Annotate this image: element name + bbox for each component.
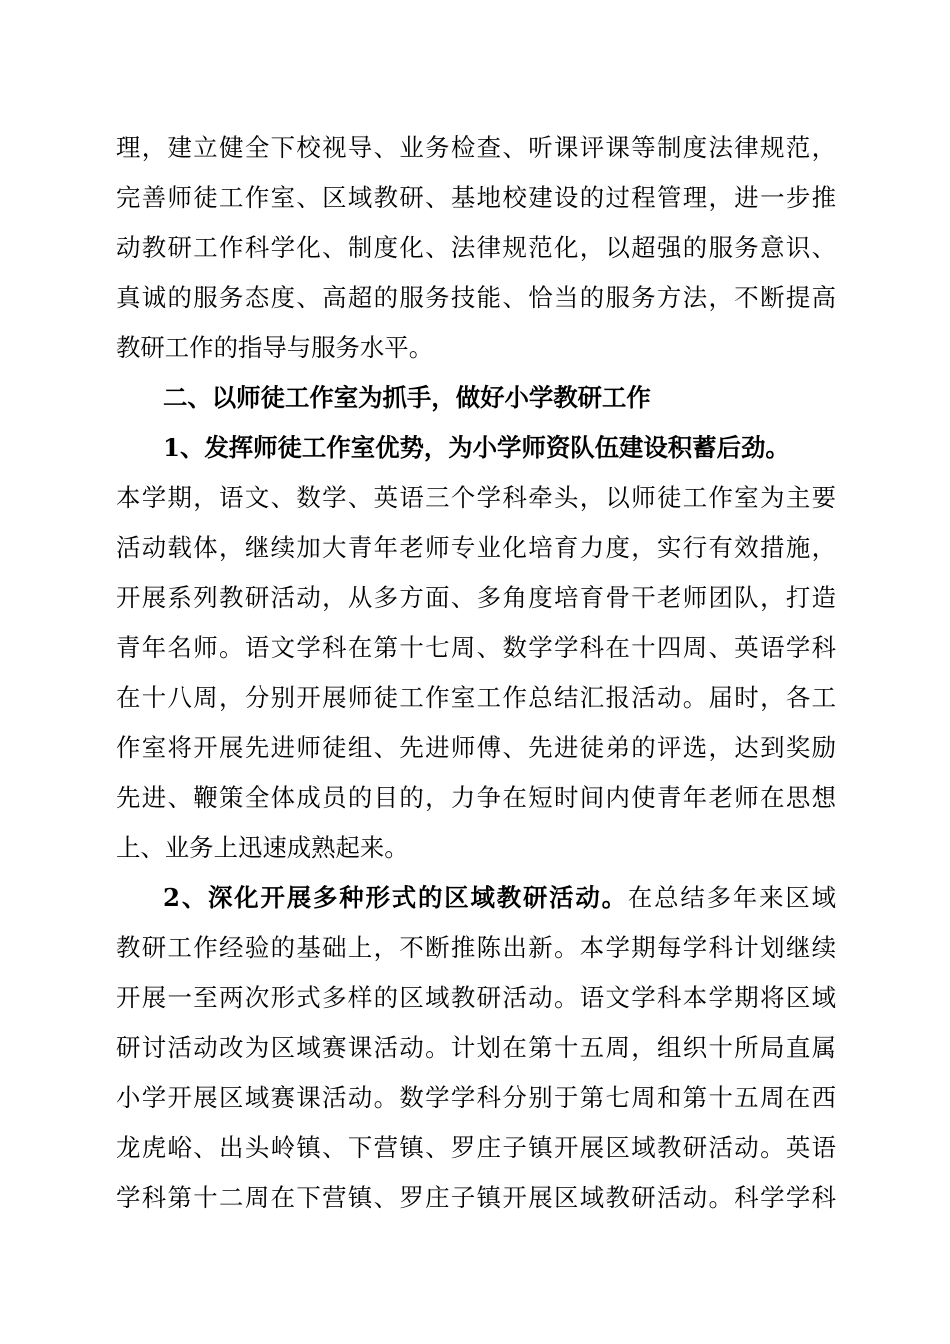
paragraph-line: 学科第十二周在下营镇、罗庄子镇开展区域教研活动。科学学科: [116, 1183, 836, 1212]
paragraph-line: 研讨活动改为区域赛课活动。计划在第十五周，组织十所局直属: [116, 1033, 836, 1062]
paragraph-line: 开展一至两次形式多样的区域教研活动。语文学科本学期将区域: [116, 983, 836, 1012]
paragraph-line: 教研工作经验的基础上，不断推陈出新。本学期每学科计划继续: [116, 933, 836, 962]
subsection-heading: 1、发挥师徒工作室优势，为小学师资队伍建设积蓄后劲。: [163, 433, 790, 462]
paragraph-line: 上、业务上迅速成熟起来。: [116, 833, 409, 862]
subsection-heading-inline: 2、深化开展多种形式的区域教研活动。: [163, 883, 628, 912]
paragraph-line: 理，建立健全下校视导、业务检查、听课评课等制度法律规范，: [116, 133, 836, 162]
paragraph-line: 青年名师。语文学科在第十七周、数学学科在十四周、英语学科: [116, 633, 836, 662]
paragraph-line: 完善师徒工作室、区域教研、基地校建设的过程管理，进一步推: [116, 183, 836, 212]
paragraph-line: 小学开展区域赛课活动。数学学科分别于第七周和第十五周在西: [116, 1083, 836, 1112]
paragraph-line: 动教研工作科学化、制度化、法律规范化，以超强的服务意识、: [116, 233, 836, 262]
paragraph-line: 龙虎峪、出头岭镇、下营镇、罗庄子镇开展区域教研活动。英语: [116, 1133, 836, 1162]
paragraph-line: 作室将开展先进师徒组、先进师傅、先进徒弟的评选，达到奖励: [116, 733, 836, 762]
section-heading: 二、以师徒工作室为抓手，做好小学教研工作: [163, 383, 651, 412]
paragraph-line: 教研工作的指导与服务水平。: [116, 333, 434, 362]
paragraph-line: 活动载体，继续加大青年老师专业化培育力度，实行有效措施，: [116, 533, 836, 562]
paragraph-line: 本学期，语文、数学、英语三个学科牵头，以师徒工作室为主要: [116, 483, 836, 512]
paragraph-line: 在十八周，分别开展师徒工作室工作总结汇报活动。届时，各工: [116, 683, 836, 712]
paragraph-line: 开展系列教研活动，从多方面、多角度培育骨干老师团队，打造: [116, 583, 836, 612]
paragraph-text: 在总结多年来区域: [627, 883, 836, 912]
paragraph-first-line: [163, 873, 836, 923]
paragraph-line: 先进、鞭策全体成员的目的，力争在短时间内使青年老师在思想: [116, 783, 836, 812]
paragraph-line: 真诚的服务态度、高超的服务技能、恰当的服务方法，不断提高: [116, 283, 836, 312]
